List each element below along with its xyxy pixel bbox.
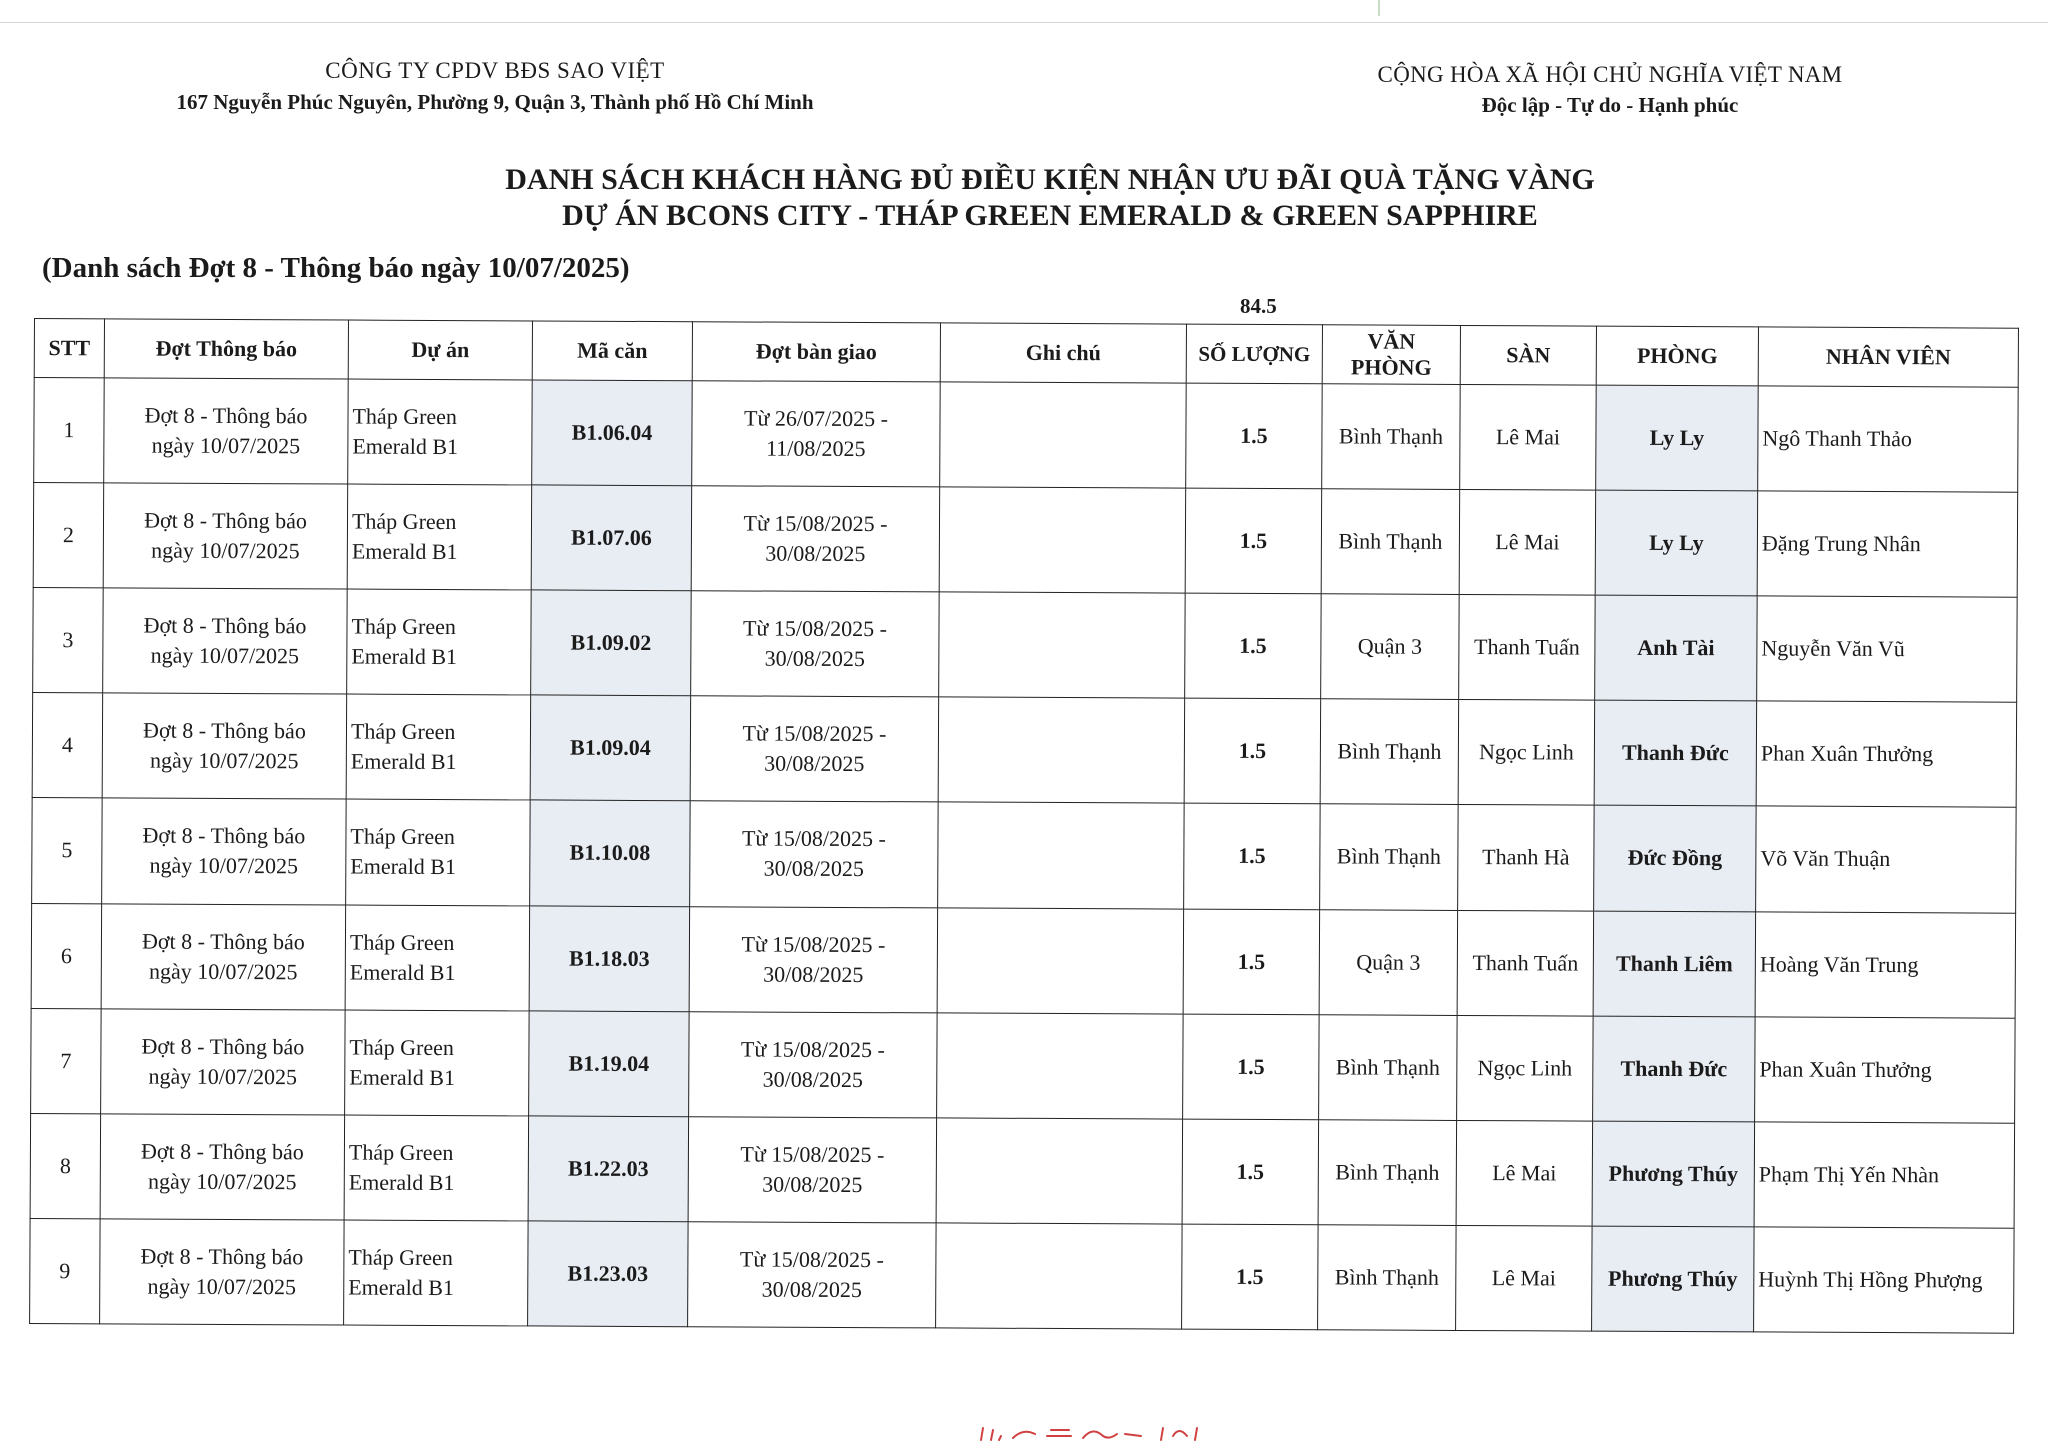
cell-ban-giao-line-1: Từ 26/07/2025 - [743, 405, 889, 432]
cell-stt: 9 [30, 1218, 101, 1323]
cell-ghi-chu [937, 907, 1184, 1013]
cell-dot-line-2: ngày 10/07/2025 [150, 642, 300, 669]
cell-du-an-line-1: Tháp Green [351, 613, 457, 640]
cell-ghi-chu [936, 1118, 1183, 1224]
cell-ma-can: B1.06.04 [532, 380, 693, 486]
cell-ghi-chu [939, 487, 1186, 593]
cell-so-luong: 1.5 [1182, 1224, 1319, 1330]
cell-san: Lê Mai [1460, 384, 1597, 490]
cell-nhan-vien: Đặng Trung Nhân [1757, 491, 2018, 597]
cell-ban-giao-line-2: 30/08/2025 [761, 1276, 862, 1302]
cell-du-an-line-1: Tháp Green [348, 1244, 453, 1270]
cell-dot-ban-giao [691, 591, 940, 697]
table-row [32, 693, 2016, 808]
cell-dot-line-1: Đợt 8 - Thông báo [140, 1138, 304, 1165]
table-body [30, 378, 2019, 1334]
cell-dot-ban-giao [690, 801, 939, 907]
cell-ban-giao-line-1: Từ 15/08/2025 - [741, 825, 886, 852]
table-row [34, 378, 2018, 493]
cell-dot-line-2: ngày 10/07/2025 [148, 1063, 298, 1089]
cell-du-an-line-1: Tháp Green [350, 824, 455, 850]
table-row [31, 903, 2015, 1018]
cell-ban-giao-line-1: Từ 15/08/2025 - [740, 1141, 885, 1167]
cell-du-an [346, 694, 531, 800]
cell-dot-thong-bao [100, 1114, 345, 1220]
cell-nhan-vien: Võ Văn Thuận [1756, 806, 2017, 912]
cell-san: Thanh Tuấn [1459, 595, 1596, 701]
cell-nhan-vien: Phan Xuân Thưởng [1756, 701, 2017, 807]
header-ghi-chu: Ghi chú [940, 323, 1186, 383]
cell-du-an [344, 1115, 529, 1221]
cell-du-an [347, 484, 532, 590]
cell-stt: 4 [32, 693, 103, 798]
cell-van-phong: Bình Thạnh [1319, 1014, 1458, 1120]
cell-ban-giao-line-2: 11/08/2025 [766, 435, 866, 462]
cell-ban-giao-line-2: 30/08/2025 [764, 750, 865, 777]
header-du-an: Dự án [348, 320, 532, 380]
cell-dot-line-2: ngày 10/07/2025 [149, 853, 299, 879]
cell-nhan-vien: Ngô Thanh Thảo [1758, 386, 2019, 492]
cell-dot-thong-bao [102, 693, 347, 799]
cell-ban-giao-line-1: Từ 15/08/2025 - [739, 1246, 884, 1273]
total-quantity: 84.5 [1240, 294, 1277, 318]
cell-van-phong: Quận 3 [1321, 594, 1460, 700]
cell-nhan-vien: Phan Xuân Thưởng [1755, 1017, 2016, 1123]
header-phong: PHÒNG [1596, 326, 1758, 386]
cell-du-an-line-2: Emerald B1 [352, 433, 459, 460]
cell-ma-can: B1.22.03 [528, 1116, 689, 1222]
cell-san: Ngọc Linh [1457, 1015, 1594, 1121]
cell-dot-line-2: ngày 10/07/2025 [151, 432, 301, 459]
cell-dot-ban-giao [692, 381, 941, 487]
cell-dot-line-1: Đợt 8 - Thông báo [140, 1243, 304, 1270]
national-header [1320, 62, 1900, 118]
header-stt: STT [34, 319, 104, 378]
cell-ban-giao-line-1: Từ 15/08/2025 - [741, 931, 886, 957]
cell-du-an-line-1: Tháp Green [350, 718, 456, 745]
cell-stt: 8 [30, 1113, 101, 1218]
cell-dot-thong-bao [101, 903, 346, 1009]
cell-dot-thong-bao [103, 588, 348, 694]
header-ma-can: Mã căn [532, 321, 692, 381]
cell-ma-can: B1.09.04 [530, 695, 691, 801]
cell-dot-ban-giao [689, 906, 938, 1012]
cell-ban-giao-line-1: Từ 15/08/2025 - [743, 510, 888, 537]
cell-ban-giao-line-2: 30/08/2025 [763, 961, 864, 987]
cell-nhan-vien: Hoàng Văn Trung [1755, 911, 2016, 1017]
cell-so-luong: 1.5 [1183, 909, 1320, 1015]
list-subtitle: (Danh sách Đợt 8 - Thông báo ngày 10/07/2025) [42, 252, 630, 284]
cell-phong: Thanh Liêm [1593, 911, 1756, 1017]
cell-dot-line-2: ngày 10/07/2025 [147, 1168, 297, 1195]
document-title [280, 162, 1820, 234]
cell-stt: 6 [31, 903, 102, 1008]
header-van-phong [1322, 325, 1460, 385]
cell-stt: 2 [33, 483, 104, 588]
cell-san: Lê Mai [1456, 1120, 1593, 1226]
cell-ghi-chu [938, 697, 1185, 803]
cell-van-phong: Bình Thạnh [1321, 489, 1460, 595]
header-van-phong-line-1: VĂN [1367, 328, 1416, 354]
cell-stt: 5 [32, 798, 103, 903]
company-header [110, 58, 880, 115]
cell-stt: 3 [33, 588, 104, 693]
cell-ma-can: B1.23.03 [528, 1221, 689, 1327]
cell-dot-line-2: ngày 10/07/2025 [149, 958, 298, 984]
cell-du-an-line-1: Tháp Green [352, 403, 458, 430]
cell-ghi-chu [940, 382, 1187, 488]
cell-nhan-vien: Huỳnh Thị Hồng Phượng [1754, 1227, 2015, 1333]
cell-dot-line-1: Đợt 8 - Thông báo [143, 612, 307, 639]
cell-ban-giao-line-1: Từ 15/08/2025 - [742, 615, 888, 642]
cell-nhan-vien: Phạm Thị Yến Nhàn [1754, 1122, 2015, 1228]
cell-dot-thong-bao [101, 1008, 346, 1114]
cell-dot-line-1: Đợt 8 - Thông báo [143, 717, 306, 744]
cell-ghi-chu [939, 592, 1186, 698]
cell-ma-can: B1.09.02 [531, 590, 692, 696]
cell-ban-giao-line-2: 30/08/2025 [762, 1171, 863, 1197]
cell-dot-line-2: ngày 10/07/2025 [147, 1273, 297, 1300]
company-name: CÔNG TY CPDV BĐS SAO VIỆT [325, 58, 665, 83]
cell-ma-can: B1.10.08 [530, 800, 691, 906]
cell-van-phong: Bình Thạnh [1318, 1120, 1457, 1226]
cell-du-an-line-2: Emerald B1 [350, 748, 457, 775]
header-van-phong-line-2: PHÒNG [1350, 354, 1432, 380]
cell-van-phong: Bình Thạnh [1320, 804, 1459, 910]
title-line-2: DỰ ÁN BCONS CITY - THÁP GREEN EMERALD & GREEN SAPPHIRE [562, 199, 1538, 232]
cell-dot-line-2: ngày 10/07/2025 [150, 747, 299, 774]
cell-du-an [346, 799, 531, 905]
cell-phong: Đức Đồng [1594, 806, 1757, 912]
cell-stt: 7 [31, 1008, 102, 1113]
header-nhan-vien: NHÂN VIÊN [1758, 327, 2018, 387]
cell-dot-thong-bao [100, 1219, 345, 1325]
cell-dot-ban-giao [688, 1116, 937, 1222]
cell-van-phong: Bình Thạnh [1322, 384, 1461, 490]
header-san: SÀN [1460, 325, 1596, 385]
cell-ma-can: B1.19.04 [529, 1011, 690, 1117]
cell-du-an-line-1: Tháp Green [349, 1034, 454, 1060]
cell-van-phong: Bình Thạnh [1318, 1225, 1457, 1331]
cell-dot-line-1: Đợt 8 - Thông báo [141, 1033, 305, 1060]
cell-phong: Phương Thúy [1592, 1121, 1755, 1227]
cell-ban-giao-line-2: 30/08/2025 [765, 540, 866, 567]
cell-san: Thanh Tuấn [1457, 910, 1594, 1016]
cell-dot-ban-giao [689, 1011, 938, 1117]
cell-dot-thong-bao [103, 483, 348, 589]
cell-phong: Thanh Đức [1593, 1016, 1756, 1122]
cell-phong: Anh Tài [1595, 595, 1758, 701]
cell-so-luong: 1.5 [1184, 698, 1321, 804]
cell-ma-can: B1.18.03 [529, 905, 690, 1011]
table-row [32, 798, 2016, 913]
cell-du-an [345, 905, 530, 1011]
cell-so-luong: 1.5 [1186, 383, 1323, 489]
cell-du-an-line-2: Emerald B1 [349, 959, 456, 985]
cell-du-an-line-2: Emerald B1 [349, 1064, 456, 1090]
cell-du-an [347, 589, 532, 695]
scan-edge-line [0, 22, 2048, 23]
cell-so-luong: 1.5 [1185, 593, 1322, 699]
cell-san: Lê Mai [1459, 490, 1596, 596]
cell-dot-thong-bao [102, 798, 347, 904]
cell-du-an-line-1: Tháp Green [351, 508, 457, 535]
cell-phong: Phương Thúy [1592, 1226, 1755, 1332]
national-motto: Độc lập - Tự do - Hạnh phúc [1481, 93, 1739, 117]
cell-dot-line-1: Đợt 8 - Thông báo [142, 823, 306, 849]
cell-phong: Ly Ly [1595, 490, 1758, 596]
cell-nhan-vien: Nguyễn Văn Vũ [1757, 596, 2018, 702]
cell-dot-line-1: Đợt 8 - Thông báo [144, 402, 308, 429]
cell-phong: Ly Ly [1596, 385, 1759, 491]
cell-so-luong: 1.5 [1182, 1119, 1319, 1225]
table-row [33, 588, 2017, 703]
cell-du-an-line-2: Emerald B1 [350, 854, 457, 880]
cell-phong: Thanh Đức [1594, 700, 1757, 806]
cell-ghi-chu [936, 1223, 1183, 1329]
cell-du-an [348, 379, 533, 485]
cell-du-an-line-2: Emerald B1 [348, 1274, 455, 1301]
scan-edge-mark [1378, 0, 1380, 16]
cell-du-an [345, 1010, 530, 1116]
header-dot-ban-giao: Đợt bàn giao [692, 322, 940, 382]
company-address: 167 Nguyễn Phúc Nguyên, Phường 9, Quận 3, Thành phố Hồ Chí Minh [176, 90, 814, 114]
cell-so-luong: 1.5 [1183, 1014, 1320, 1120]
handwritten-red-mark-icon [975, 1418, 1245, 1444]
cell-so-luong: 1.5 [1185, 488, 1322, 594]
cell-san: Ngọc Linh [1458, 700, 1595, 806]
cell-ghi-chu [937, 1013, 1184, 1119]
cell-ban-giao-line-1: Từ 15/08/2025 - [742, 720, 887, 747]
table-row [30, 1113, 2014, 1228]
customer-table [29, 318, 2019, 1334]
cell-du-an-line-2: Emerald B1 [351, 643, 458, 670]
cell-dot-line-2: ngày 10/07/2025 [151, 537, 300, 564]
cell-du-an-line-2: Emerald B1 [351, 538, 458, 565]
table-header-row [34, 319, 2018, 388]
cell-stt: 1 [34, 378, 105, 483]
cell-dot-line-1: Đợt 8 - Thông báo [144, 507, 307, 534]
cell-dot-ban-giao [691, 486, 940, 592]
cell-ban-giao-line-2: 30/08/2025 [764, 645, 866, 672]
cell-ban-giao-line-1: Từ 15/08/2025 - [740, 1036, 885, 1062]
cell-van-phong: Bình Thạnh [1320, 699, 1459, 805]
cell-du-an-line-1: Tháp Green [349, 929, 455, 955]
cell-van-phong: Quận 3 [1319, 909, 1458, 1015]
cell-so-luong: 1.5 [1184, 804, 1321, 910]
cell-dot-ban-giao [690, 696, 939, 802]
cell-du-an [344, 1220, 529, 1326]
table-row [31, 1008, 2015, 1123]
cell-ghi-chu [938, 802, 1185, 908]
title-line-1: DANH SÁCH KHÁCH HÀNG ĐỦ ĐIỀU KIỆN NHẬN ƯU ĐÃI QUÀ TẶNG VÀNG [505, 163, 1595, 196]
national-title: CỘNG HÒA XÃ HỘI CHỦ NGHĨA VIỆT NAM [1377, 62, 1843, 87]
cell-du-an-line-1: Tháp Green [348, 1139, 454, 1165]
header-so-luong: SỐ LƯỢNG [1186, 324, 1322, 384]
cell-ma-can: B1.07.06 [531, 485, 692, 591]
cell-dot-thong-bao [104, 378, 349, 484]
header-dot-thong-bao: Đợt Thông báo [104, 319, 348, 379]
cell-ban-giao-line-2: 30/08/2025 [763, 856, 864, 882]
cell-dot-ban-giao [688, 1222, 937, 1328]
cell-dot-line-1: Đợt 8 - Thông báo [142, 928, 305, 954]
table-row [30, 1218, 2014, 1333]
cell-san: Lê Mai [1456, 1225, 1593, 1331]
table-row [33, 483, 2017, 598]
cell-ban-giao-line-2: 30/08/2025 [762, 1066, 863, 1092]
cell-du-an-line-2: Emerald B1 [348, 1169, 455, 1195]
cell-san: Thanh Hà [1458, 805, 1595, 911]
